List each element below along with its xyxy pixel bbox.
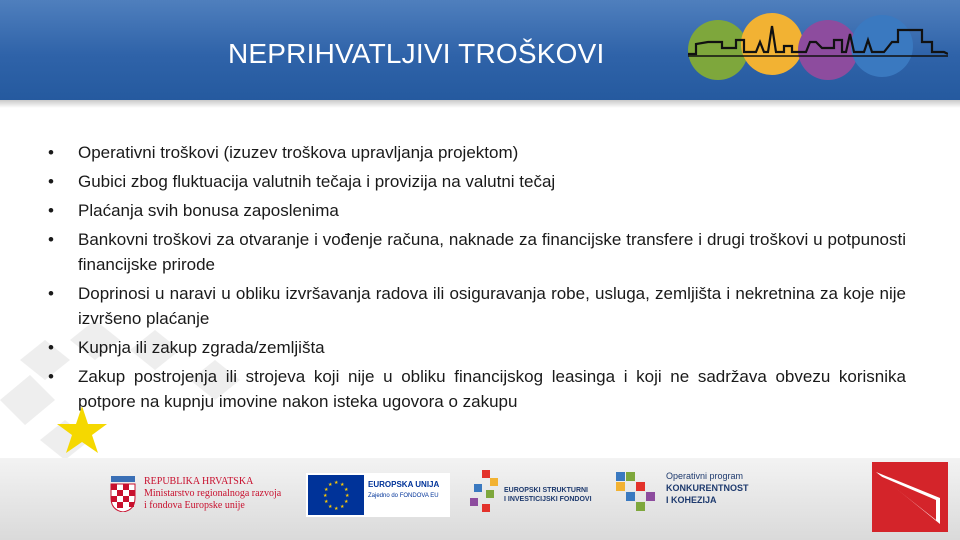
eu-logo [306, 473, 450, 517]
header-shadow [0, 100, 960, 108]
svg-text:★: ★ [340, 504, 345, 510]
bullet-list [48, 140, 906, 418]
svg-text:★: ★ [324, 487, 329, 493]
list-item [48, 198, 906, 223]
esif-line2: I INVESTICIJSKI FONDOVI [504, 496, 592, 503]
esif-line1: EUROPSKI STRUKTURNI [504, 487, 589, 494]
bullet-icon: • [48, 172, 54, 191]
svg-text:★: ★ [345, 493, 350, 499]
bullet-icon: • [48, 143, 54, 162]
svg-text:★: ★ [334, 480, 339, 486]
bullet-icon: • [48, 201, 54, 220]
op-line1: Operativni program [666, 471, 744, 481]
eu-subtitle: Zajedno do FONDOVA EU [368, 493, 439, 499]
op-line3: I KOHEZIJA [666, 495, 717, 505]
list-item-text: Bankovni troškovi za otvaranje i vođenje računa, naknade za financijske transfere i drugi troškovi u potpunosti financijske prirode [78, 230, 906, 274]
list-item [48, 169, 906, 194]
list-item-text: Gubici zbog fluktuacija valutnih tečaja i provizija na valutni tečaj [78, 172, 556, 191]
eu-flag-icon [308, 475, 364, 515]
city-skyline-logo [688, 12, 948, 82]
bullet-icon: • [48, 230, 54, 249]
svg-text:★: ★ [328, 504, 333, 510]
bullet-icon: • [48, 338, 54, 357]
list-item-text: Operativni troškovi (izuzev troškova upravljanja projektom) [78, 143, 519, 162]
croatian-coat-of-arms-icon [110, 476, 136, 512]
svg-text:★: ★ [344, 487, 349, 493]
svg-text:★: ★ [340, 482, 345, 488]
list-item-text: Plaćanja svih bonusa zaposlenima [78, 201, 339, 220]
ministry-logo [110, 474, 300, 518]
list-item [48, 335, 906, 360]
slide-title: NEPRIHVATLJIVI TROŠKOVI [228, 38, 605, 69]
esif-logo [468, 468, 598, 518]
svg-text:★: ★ [324, 499, 329, 505]
svg-text:★: ★ [328, 482, 333, 488]
list-item [48, 364, 906, 414]
ministry-name: Ministarstvo regionalnoga razvoja [144, 488, 282, 499]
svg-text:★: ★ [323, 493, 328, 499]
list-item [48, 140, 906, 165]
list-item [48, 281, 906, 331]
op-line2: KONKURENTNOST [666, 483, 749, 493]
eu-title: EUROPSKA UNIJA [368, 480, 440, 489]
esif-mosaic-icon [468, 470, 502, 514]
list-item-text: Zakup postrojenja ili strojeva koji nije u obliku financijskog leasinga i koji ne sadržava obvezu korisnika potpore na kupnju imovine nakon isteka ugovora o zakupu [78, 367, 906, 411]
bullet-icon: • [48, 367, 54, 386]
op-mosaic-icon [616, 472, 658, 514]
op-logo [616, 468, 776, 524]
list-item-text: Kupnja ili zakup zgrada/zemljišta [78, 338, 325, 357]
ministry-name-cont: i fondova Europske unije [144, 500, 245, 511]
footer-logo-bar [0, 458, 960, 540]
svg-text:★: ★ [344, 499, 349, 505]
list-item-text: Doprinosi u naravi u obliku izvršavanja radova ili osiguravanja robe, usluga, zemljišta i nekretnina za koje nije izvršeno plaćanje [78, 284, 906, 328]
bullet-icon: • [48, 284, 54, 303]
corner-accent-icon [872, 462, 948, 532]
list-item [48, 227, 906, 277]
svg-text:★: ★ [334, 506, 339, 512]
ministry-country: REPUBLIKA HRVATSKA [144, 476, 254, 487]
